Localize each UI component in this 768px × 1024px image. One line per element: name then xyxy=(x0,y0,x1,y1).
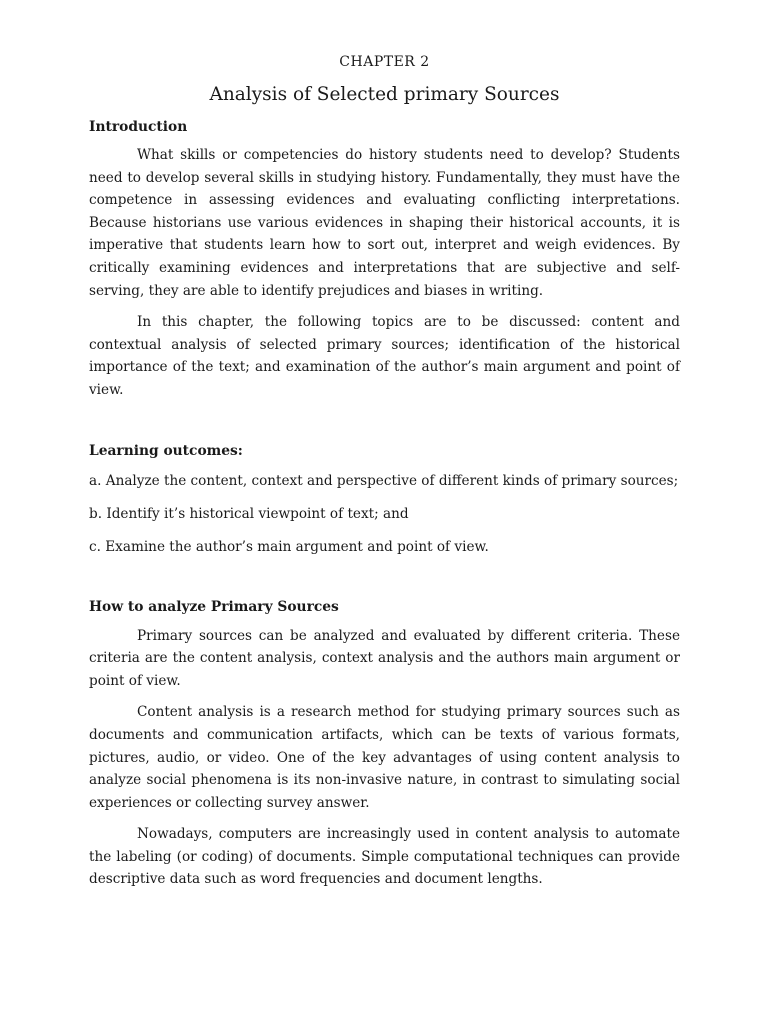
learning-outcomes-heading: Learning outcomes: xyxy=(89,442,243,459)
chapter-title: Analysis of Selected primary Sources xyxy=(209,84,560,105)
learning-outcome-item: c. Examine the author’s main argument and point of view. xyxy=(89,538,489,555)
how-to-analyze-paragraph: Nowadays, computers are increasingly used in content analysis to automate the labeling (or coding) of documents. Simple computational techniques can provide descriptive data such as word frequencies and document lengths. xyxy=(89,826,680,888)
learning-outcome-item: b. Identify it’s historical viewpoint of text; and xyxy=(89,505,409,522)
how-to-analyze-heading: How to analyze Primary Sources xyxy=(89,598,339,615)
introduction-paragraph: In this chapter, the following topics are to be discussed: content and contextual analysis of selected primary sources; identification of the historical importance of the text; and examination of the author’s main argument and point of view. xyxy=(89,314,680,398)
how-to-analyze-paragraph: Content analysis is a research method for studying primary sources such as documents and communication artifacts, which can be texts of various formats, pictures, audio, or video. One of the key advantages of using content analysis to analyze social phenomena is its non-invasive nature, in contrast to simulating social experiences or collecting survey answer. xyxy=(89,704,680,811)
how-to-analyze-paragraph: Primary sources can be analyzed and evaluated by different criteria. These criteria are the content analysis, context analysis and the authors main argument or point of view. xyxy=(89,627,680,689)
learning-outcome-item: a. Analyze the content, context and perspective of different kinds of primary sources; xyxy=(89,472,679,489)
introduction-paragraph: What skills or competencies do history students need to develop? Students need to develop several skills in studying history. Fundamentally, they must have the competence in assessing evidences and evaluating conflicting interpretations. Because historians use various evidences in shaping their historical accounts, it is imperative that students learn how to sort out, interpret and weigh evidences. By critically examining evidences and interpretations that are subjective and self-serving, they are able to identify prejudices and biases in writing. xyxy=(89,147,680,299)
chapter-label: CHAPTER 2 xyxy=(339,54,430,70)
introduction-heading: Introduction xyxy=(89,119,188,135)
